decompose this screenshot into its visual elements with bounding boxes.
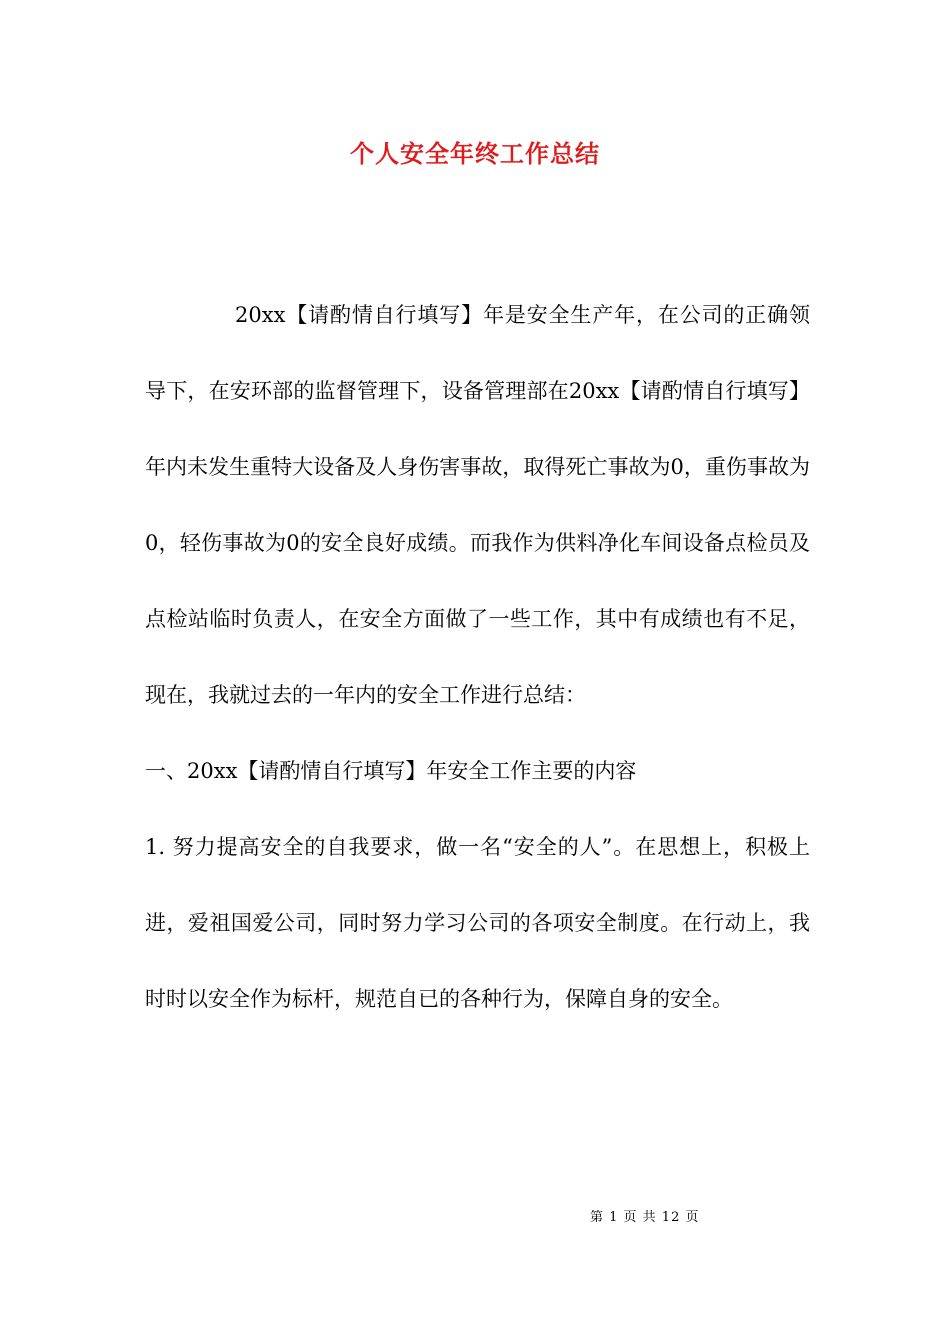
paragraph-intro: 20xx【请酌情自行填写】年是安全生产年，在公司的正确领导下，在安环部的监督管理下，设备管理部在20xx【请酌情自行填写】年内未发生重特大设备及人身伤害事故，取得死亡事故为0，重伤事故为0，轻伤事故为0的安全良好成绩。而我作为供料净化车间设备点检员及点检站临时负责人，在安全方面做了一些工作，其中有成绩也有不足，现在，我就过去的一年内的安全工作进行总结： [145, 303, 810, 707]
document-body [145, 277, 810, 1037]
paragraph-item-1: 1. 努力提高安全的自我要求，做一名“安全的人”。在思想上，积极上进，爱祖国爱公司，同时努力学习公司的各项安全制度。在行动上，我时时以安全作为标杆，规范自已的各种行为，保障自身的安全。 [145, 835, 810, 1011]
document-title: 个人安全年终工作总结 [350, 140, 600, 168]
section-heading-1: 一、20xx【请酌情自行填写】年安全工作主要的内容 [145, 759, 637, 783]
page-footer: 第 1 页 共 12 页 [590, 1210, 700, 1225]
